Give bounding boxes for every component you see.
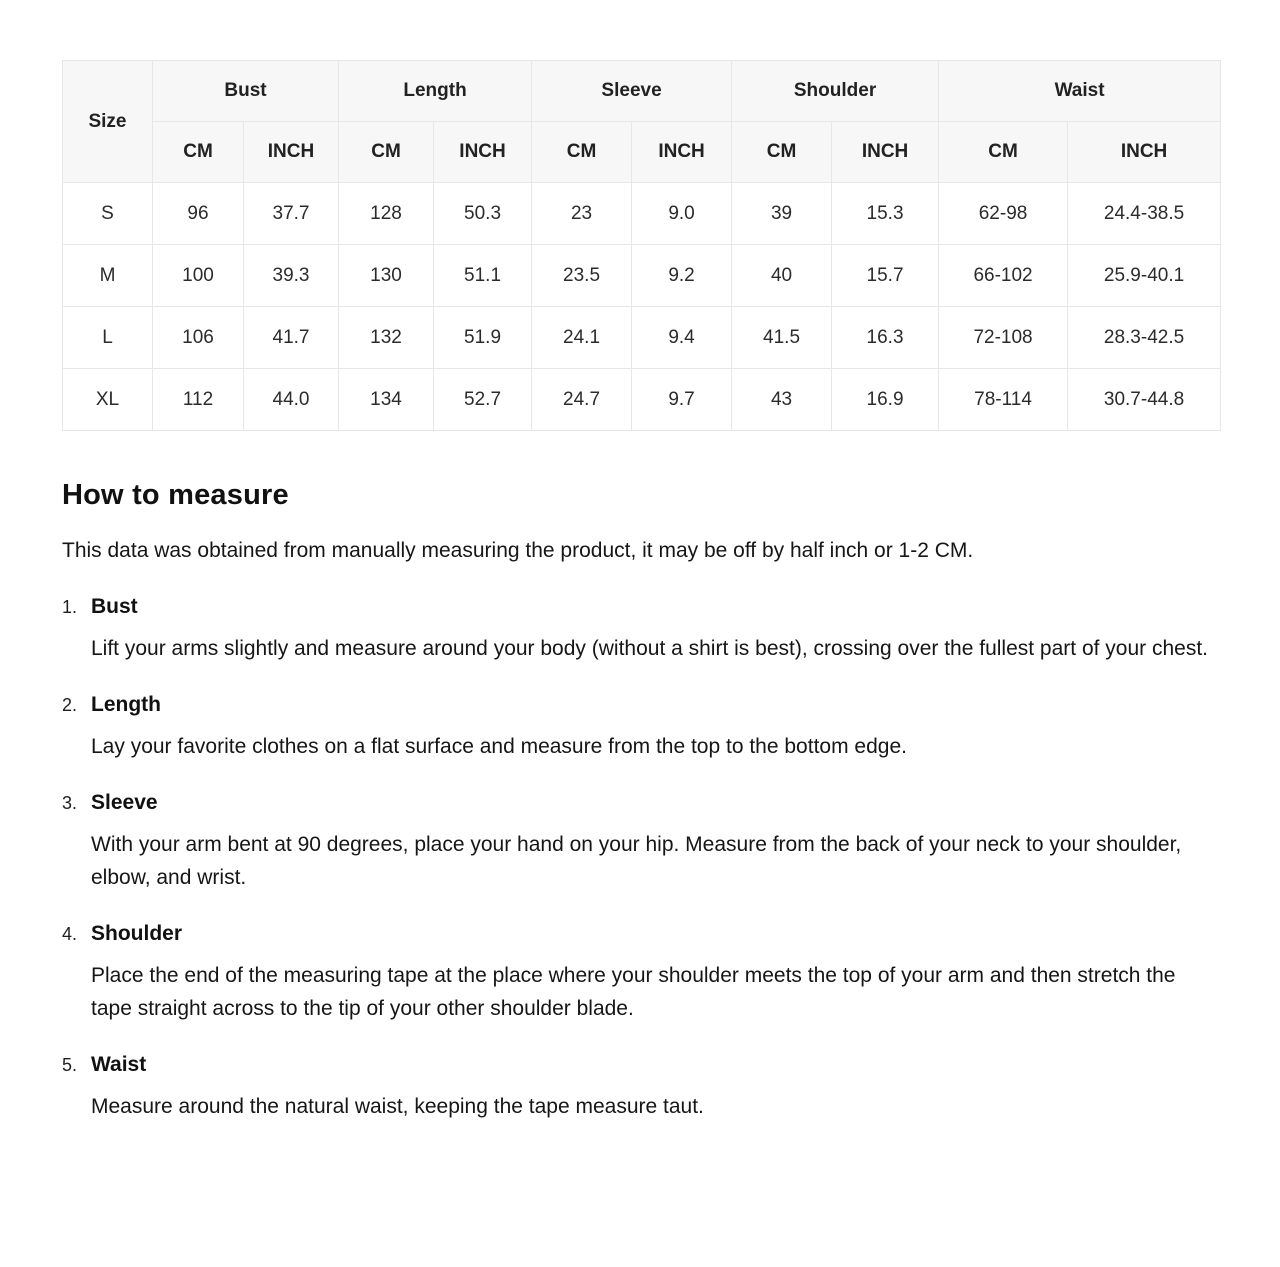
cell-waist-inch: 24.4-38.5 — [1068, 183, 1221, 245]
cell-length-inch: 51.9 — [434, 307, 532, 369]
size-label: S — [63, 183, 153, 245]
cell-bust-cm: 112 — [153, 369, 244, 431]
list-item-term: Bust — [91, 595, 138, 618]
list-item-description: Lift your arms slightly and measure around your body (without a shirt is best), crossing over the fullest part of your chest. — [91, 637, 1209, 660]
cell-waist-inch: 30.7-44.8 — [1068, 369, 1221, 431]
cell-sleeve-cm: 23.5 — [532, 245, 632, 307]
unit-header-waist-inch: INCH — [1068, 122, 1221, 183]
list-item-heading — [62, 922, 1218, 946]
cell-bust-cm: 106 — [153, 307, 244, 369]
table-row-size-xl — [63, 369, 1221, 431]
list-item-number: 2. — [62, 695, 78, 715]
cell-bust-inch: 44.0 — [244, 369, 339, 431]
table-unit-header-row — [63, 122, 1221, 183]
size-label: L — [63, 307, 153, 369]
cell-shoulder-inch: 15.7 — [832, 245, 939, 307]
size-column-header: Size — [63, 61, 153, 183]
list-item-number: 5. — [62, 1055, 78, 1075]
list-item-heading — [62, 1053, 1218, 1077]
cell-waist-cm: 62-98 — [939, 183, 1068, 245]
cell-bust-inch: 41.7 — [244, 307, 339, 369]
cell-shoulder-cm: 43 — [732, 369, 832, 431]
list-item-shoulder — [62, 922, 1218, 1025]
cell-shoulder-cm: 40 — [732, 245, 832, 307]
list-item-description: Lay your favorite clothes on a flat surface and measure from the top to the bottom edge. — [91, 735, 907, 758]
cell-waist-cm: 72-108 — [939, 307, 1068, 369]
list-item-number: 1. — [62, 597, 78, 617]
size-label: XL — [63, 369, 153, 431]
unit-header-shoulder-cm: CM — [732, 122, 832, 183]
cell-sleeve-inch: 9.2 — [632, 245, 732, 307]
cell-sleeve-cm: 23 — [532, 183, 632, 245]
group-header-sleeve: Sleeve — [532, 61, 732, 122]
cell-bust-inch: 39.3 — [244, 245, 339, 307]
cell-shoulder-inch: 16.9 — [832, 369, 939, 431]
unit-header-bust-cm: CM — [153, 122, 244, 183]
cell-waist-inch: 28.3-42.5 — [1068, 307, 1221, 369]
cell-shoulder-cm: 41.5 — [732, 307, 832, 369]
list-item-number: 4. — [62, 924, 78, 944]
cell-length-inch: 52.7 — [434, 369, 532, 431]
list-item-description: With your arm bent at 90 degrees, place your hand on your hip. Measure from the back of your neck to your shoulder, elbow, and wrist. — [91, 833, 1182, 889]
group-header-length: Length — [339, 61, 532, 122]
size-label: M — [63, 245, 153, 307]
cell-length-inch: 50.3 — [434, 183, 532, 245]
cell-waist-cm: 66-102 — [939, 245, 1068, 307]
list-item-heading — [62, 693, 1218, 717]
cell-length-cm: 134 — [339, 369, 434, 431]
cell-waist-cm: 78-114 — [939, 369, 1068, 431]
cell-length-inch: 51.1 — [434, 245, 532, 307]
list-item-description: Measure around the natural waist, keeping the tape measure taut. — [91, 1095, 704, 1118]
cell-shoulder-inch: 16.3 — [832, 307, 939, 369]
unit-header-sleeve-cm: CM — [532, 122, 632, 183]
group-header-bust: Bust — [153, 61, 339, 122]
cell-length-cm: 130 — [339, 245, 434, 307]
group-header-shoulder: Shoulder — [732, 61, 939, 122]
table-row-size-s — [63, 183, 1221, 245]
section-title: How to measure — [62, 479, 289, 511]
list-item-term: Length — [91, 693, 161, 716]
cell-shoulder-cm: 39 — [732, 183, 832, 245]
cell-length-cm: 128 — [339, 183, 434, 245]
cell-length-cm: 132 — [339, 307, 434, 369]
cell-bust-cm: 100 — [153, 245, 244, 307]
list-item-description: Place the end of the measuring tape at the place where your shoulder meets the top of your arm and then stretch the tape straight across to the tip of your other shoulder blade. — [91, 964, 1176, 1020]
group-header-waist: Waist — [939, 61, 1221, 122]
measure-intro-text: This data was obtained from manually measuring the product, it may be off by half inch or 1-2 CM. — [62, 539, 974, 562]
size-chart-table — [62, 60, 1221, 431]
table-row-size-m — [63, 245, 1221, 307]
cell-bust-inch: 37.7 — [244, 183, 339, 245]
list-item-waist — [62, 1053, 1218, 1123]
cell-sleeve-inch: 9.7 — [632, 369, 732, 431]
list-item-term: Shoulder — [91, 922, 183, 945]
measure-instruction-list — [62, 595, 1218, 1123]
table-row-size-l — [63, 307, 1221, 369]
list-item-bust — [62, 595, 1218, 665]
unit-header-bust-inch: INCH — [244, 122, 339, 183]
unit-header-length-inch: INCH — [434, 122, 532, 183]
unit-header-shoulder-inch: INCH — [832, 122, 939, 183]
list-item-term: Waist — [91, 1053, 147, 1076]
unit-header-sleeve-inch: INCH — [632, 122, 732, 183]
list-item-heading — [62, 595, 1218, 619]
cell-sleeve-cm: 24.7 — [532, 369, 632, 431]
cell-waist-inch: 25.9-40.1 — [1068, 245, 1221, 307]
cell-sleeve-cm: 24.1 — [532, 307, 632, 369]
list-item-sleeve — [62, 791, 1218, 894]
list-item-length — [62, 693, 1218, 763]
unit-header-waist-cm: CM — [939, 122, 1068, 183]
cell-sleeve-inch: 9.4 — [632, 307, 732, 369]
list-item-term: Sleeve — [91, 791, 158, 814]
cell-shoulder-inch: 15.3 — [832, 183, 939, 245]
list-item-heading — [62, 791, 1218, 815]
list-item-number: 3. — [62, 793, 78, 813]
cell-bust-cm: 96 — [153, 183, 244, 245]
cell-sleeve-inch: 9.0 — [632, 183, 732, 245]
table-group-header-row — [63, 61, 1221, 122]
unit-header-length-cm: CM — [339, 122, 434, 183]
